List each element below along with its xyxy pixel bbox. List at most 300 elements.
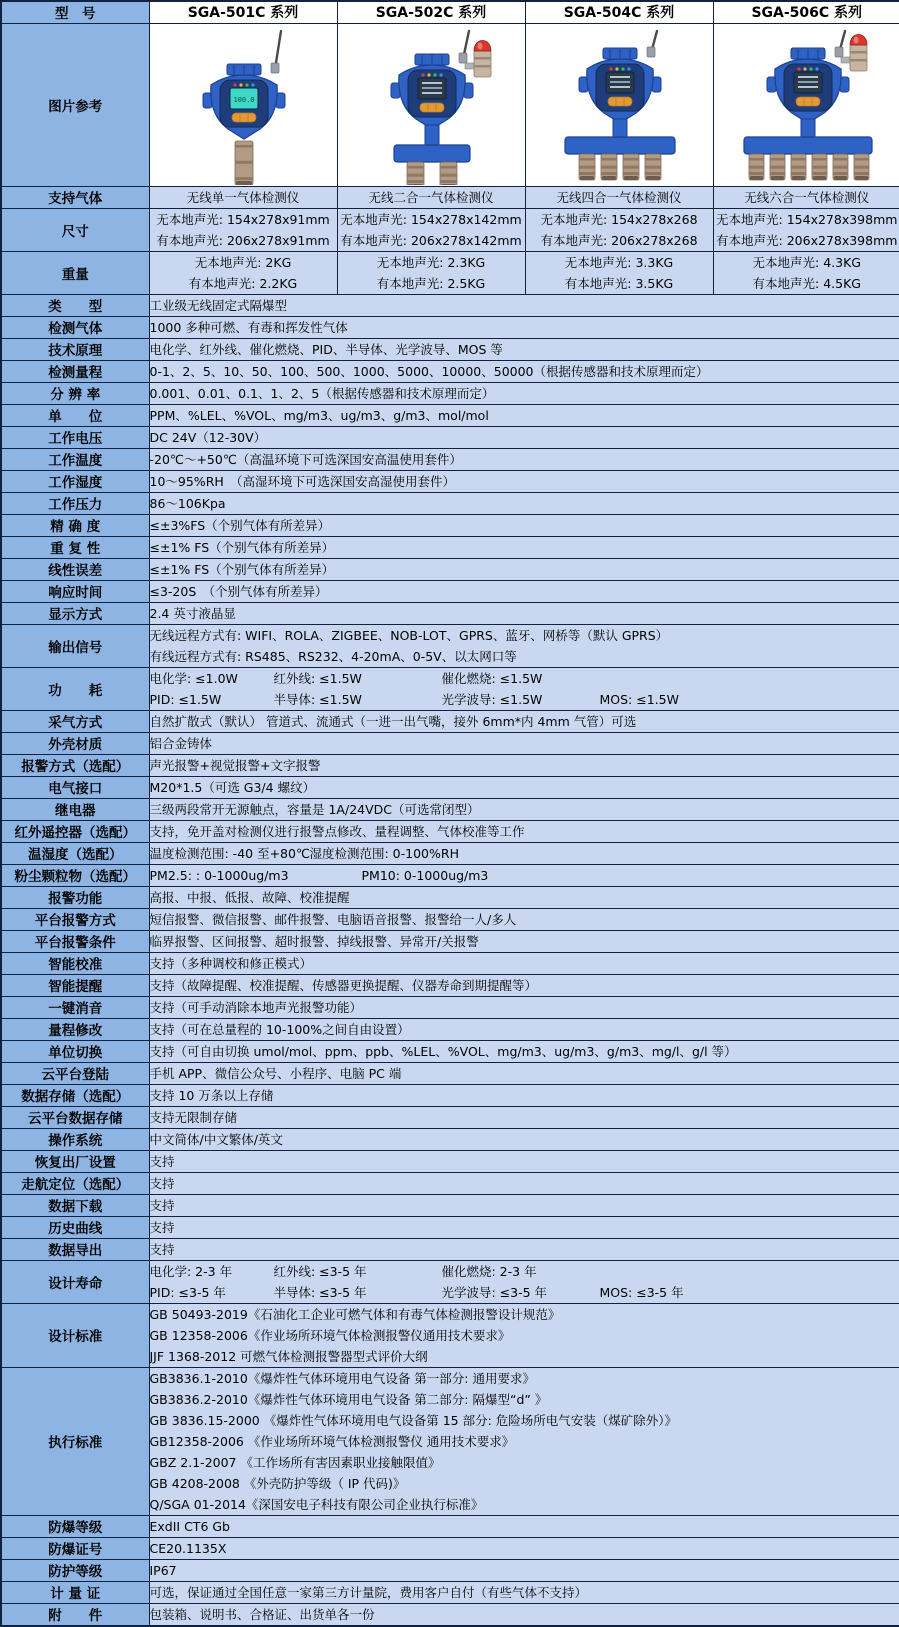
spec-value-accessories (149, 1603, 899, 1626)
spec-value-line: 支持（故障提醒、校准提醒、传感器更换提醒、仪器寿命到期提醒等） (150, 975, 899, 996)
spec-label-repeatability: 重 复 性 (1, 536, 149, 558)
device-image-sga-501c (150, 25, 336, 185)
spec-row-voltage (1, 426, 899, 448)
spec-value-type (149, 294, 899, 316)
spec-row-work-temp (1, 448, 899, 470)
spec-label-data-export: 数据导出 (1, 1238, 149, 1260)
image-reference-row (1, 23, 899, 186)
spec-value-line: 电化学、红外线、催化燃烧、PID、半导体、光学波导、MOS 等 (150, 339, 899, 360)
spec-value-seg: MOS: ≤3-5 年 (600, 1282, 684, 1303)
spec-value-text: 有本地声光: 206x278x398mm (714, 230, 899, 251)
spec-value-line: DC 24V（12-30V） (150, 427, 899, 448)
spec-row-linearity (1, 558, 899, 580)
model-name-2: SGA-504C 系列 (525, 1, 713, 23)
spec-value-seg: 光学波导: ≤3-5 年 (442, 1282, 600, 1303)
spec-label-work-humidity: 工作湿度 (1, 470, 149, 492)
spec-row-dust (1, 864, 899, 886)
sensor-head (749, 154, 764, 180)
spec-value-line: JJF 1368-2012 可燃气体检测报警器型式评价大纲 (150, 1346, 899, 1367)
spec-label-work-temp: 工作温度 (1, 448, 149, 470)
spec-value-line: 无线远程方式有: WIFI、ROLA、ZIGBEE、NOB-LOT、GPRS、蓝牙、网桥等（默认 GPRS） (150, 625, 899, 646)
spec-table-body (1, 1, 899, 1626)
spec-value-line: 支持 (150, 1173, 899, 1194)
sensor-head (623, 154, 639, 180)
spec-value-text: 有本地声光: 2.2KG (150, 273, 337, 294)
spec-label-alarm-mode: 报警方式（选配） (1, 754, 149, 776)
spec-value-line: 支持（可在总量程的 10-100%之间自由设置） (150, 1019, 899, 1040)
spec-row-repeatability (1, 536, 899, 558)
spec-value-line: 手机 APP、微信公众号、小程序、电脑 PC 端 (150, 1063, 899, 1084)
svg-text:100.0: 100.0 (233, 96, 254, 104)
spec-value-supported-gas-col3 (713, 186, 899, 208)
spec-value-ir-remote (149, 820, 899, 842)
spec-value-text: 有本地声光: 206x278x91mm (150, 230, 337, 251)
spec-value-line: GB 4208-2008 《外壳防护等级（ IP 代码)》 (150, 1473, 899, 1494)
spec-value-weight-col1 (337, 251, 525, 294)
spec-value-seg: PM10: 0-1000ug/m3 (362, 865, 489, 886)
spec-value-principle (149, 338, 899, 360)
spec-value-ip-grade (149, 1559, 899, 1581)
spec-value-work-temp (149, 448, 899, 470)
sensor-head (407, 162, 424, 185)
spec-label-nav-location: 走航定位（选配） (1, 1172, 149, 1194)
spec-value-housing (149, 732, 899, 754)
spec-row-smart-cal (1, 952, 899, 974)
spec-label-sampling: 采气方式 (1, 710, 149, 732)
spec-value-dimensions-col0 (149, 208, 337, 251)
spec-value-line: 0-1、2、5、10、50、100、500、1000、5000、10000、50000（根据传感器和技术原理而定） (150, 361, 899, 382)
spec-value-line: GB 50493-2019《石油化工企业可燃气体和有毒气体检测报警设计规范》 (150, 1304, 899, 1325)
spec-value-accuracy (149, 514, 899, 536)
model-name-0: SGA-501C 系列 (149, 1, 337, 23)
sensor-head (791, 154, 806, 180)
spec-value-line: ≤±1% FS（个别气体有所差异） (150, 537, 899, 558)
spec-label-supported-gas: 支持气体 (1, 186, 149, 208)
model-name-1: SGA-502C 系列 (337, 1, 525, 23)
alarm-beacon-icon (465, 40, 491, 77)
spec-value-data-storage (149, 1084, 899, 1106)
spec-value-line: 0.001、0.01、0.1、1、2、5（根据传感器和技术原理而定） (150, 383, 899, 404)
spec-label-detected-gases: 检测气体 (1, 316, 149, 338)
spec-value-metrology (149, 1581, 899, 1603)
spec-label-design-std: 设计标准 (1, 1303, 149, 1367)
sensor-head (854, 154, 869, 180)
spec-label-unit-switch: 单位切换 (1, 1040, 149, 1062)
spec-row-work-humidity (1, 470, 899, 492)
spec-row-smart-remind (1, 974, 899, 996)
spec-label-dust: 粉尘颗粒物（选配） (1, 864, 149, 886)
spec-row-resolution (1, 382, 899, 404)
spec-value-alarm-func (149, 886, 899, 908)
spec-row-unit (1, 404, 899, 426)
spec-value-text: 无线六合一气体检测仪 (714, 187, 899, 208)
spec-row-exec-std (1, 1367, 899, 1515)
spec-value-seg: 电化学: ≤1.0W (150, 668, 274, 689)
sensor-head (440, 162, 457, 185)
spec-value-seg: PID: ≤3-5 年 (150, 1282, 274, 1303)
spec-value-smart-cal (149, 952, 899, 974)
spec-value-smart-remind (149, 974, 899, 996)
spec-value-line: 支持 (150, 1239, 899, 1260)
spec-value-mute (149, 996, 899, 1018)
spec-value-line: 临界报警、区间报警、超时报警、掉线报警、异常开/关报警 (150, 931, 899, 952)
spec-row-relay (1, 798, 899, 820)
device-image-cell-sga-506c (713, 23, 899, 186)
spec-row-dimensions (1, 208, 899, 251)
spec-value-supported-gas-col2 (525, 186, 713, 208)
spec-row-lifetime (1, 1260, 899, 1303)
sensor-head (770, 154, 785, 180)
spec-label-lifetime: 设计寿命 (1, 1260, 149, 1303)
spec-row-electrical-port (1, 776, 899, 798)
spec-value-text: 有本地声光: 206x278x142mm (338, 230, 525, 251)
spec-value-line: 1000 多种可燃、有毒和挥发性气体 (150, 317, 899, 338)
spec-value-text: 有本地声光: 3.5KG (526, 273, 713, 294)
antenna-icon (647, 31, 657, 57)
spec-value-line: 86～106Kpa (150, 493, 899, 514)
spec-value-seg: MOS: ≤1.5W (600, 689, 679, 710)
spec-label-cloud-storage: 云平台数据存储 (1, 1106, 149, 1128)
spec-value-line: GB 3836.15-2000 《爆炸性气体环境用电气设备第 15 部分: 危险场所电气安装（煤矿除外）》 (150, 1410, 899, 1431)
spec-value-text: 有本地声光: 4.5KG (714, 273, 899, 294)
spec-row-ex-cert (1, 1537, 899, 1559)
spec-value-factory-reset (149, 1150, 899, 1172)
spec-value-ex-cert (149, 1537, 899, 1559)
antenna-icon (459, 31, 469, 63)
spec-value-seg: 电化学: 2-3 年 (150, 1261, 274, 1282)
spec-label-relay: 继电器 (1, 798, 149, 820)
spec-value-exec-std (149, 1367, 899, 1515)
spec-value-text: 有本地声光: 206x278x268 (526, 230, 713, 251)
spec-label-platform-alarm-cond: 平台报警条件 (1, 930, 149, 952)
spec-value-seg: 半导体: ≤3-5 年 (274, 1282, 442, 1303)
spec-value-text: 无线四合一气体检测仪 (526, 187, 713, 208)
spec-value-line: 支持 (150, 1151, 899, 1172)
spec-label-response-time: 响应时间 (1, 580, 149, 602)
spec-row-accessories (1, 1603, 899, 1626)
spec-value-seg: 半导体: ≤1.5W (274, 689, 442, 710)
spec-value-dust (149, 864, 899, 886)
spec-value-supported-gas-col0 (149, 186, 337, 208)
sensor-head (645, 154, 661, 180)
spec-value-line: GB3836.1-2010《爆炸性气体环境用电气设备 第一部分: 通用要求》 (150, 1368, 899, 1389)
spec-value-cloud-login (149, 1062, 899, 1084)
spec-label-data-storage: 数据存储（选配） (1, 1084, 149, 1106)
sensor-head (812, 154, 827, 180)
spec-value-seg: PM2.5: : 0-1000ug/m3 (150, 865, 362, 886)
spec-value-line: 2.4 英寸液晶显 (150, 603, 899, 624)
spec-label-mute: 一键消音 (1, 996, 149, 1018)
spec-label-ex-cert: 防爆证号 (1, 1537, 149, 1559)
spec-value-temp-humidity (149, 842, 899, 864)
spec-row-history-curve (1, 1216, 899, 1238)
spec-value-seg: 湿度检测范围: 0-100%RH (310, 843, 459, 864)
spec-label-accessories: 附 件 (1, 1603, 149, 1626)
spec-row-sampling (1, 710, 899, 732)
spec-value-ex-grade (149, 1515, 899, 1537)
spec-value-line: 高报、中报、低报、故障、校准提醒 (150, 887, 899, 908)
antenna-icon (271, 31, 281, 73)
device-image-sga-506c (714, 25, 899, 185)
spec-value-line: PPM、%LEL、%VOL、mg/m3、ug/m3、g/m3、mol/mol (150, 405, 899, 426)
spec-row-ex-grade (1, 1515, 899, 1537)
spec-row-power (1, 667, 899, 710)
spec-label-ir-remote: 红外遥控器（选配） (1, 820, 149, 842)
spec-value-seg: 红外线: ≤1.5W (274, 668, 442, 689)
spec-label-os: 操作系统 (1, 1128, 149, 1150)
spec-row-output-signal (1, 624, 899, 667)
spec-value-line: 声光报警+视觉报警+文字报警 (150, 755, 899, 776)
spec-value-line: 支持（可手动消除本地声光报警功能） (150, 997, 899, 1018)
spec-value-platform-alarm-cond (149, 930, 899, 952)
spec-value-line (150, 668, 899, 689)
spec-label-smart-remind: 智能提醒 (1, 974, 149, 996)
model-name-3: SGA-506C 系列 (713, 1, 899, 23)
spec-label-metrology: 计 量 证 (1, 1581, 149, 1603)
spec-value-seg: 红外线: ≤3-5 年 (274, 1261, 442, 1282)
spec-value-history-curve (149, 1216, 899, 1238)
spec-row-mute (1, 996, 899, 1018)
spec-label-smart-cal: 智能校准 (1, 952, 149, 974)
spec-value-line: 支持 10 万条以上存储 (150, 1085, 899, 1106)
spec-value-line: ≤±3%FS（个别气体有所差异） (150, 515, 899, 536)
spec-label-history-curve: 历史曲线 (1, 1216, 149, 1238)
spec-row-temp-humidity (1, 842, 899, 864)
spec-label-factory-reset: 恢复出厂设置 (1, 1150, 149, 1172)
spec-value-text: 无本地声光: 3.3KG (526, 252, 713, 273)
spec-value-line: ExdII CT6 Gb (150, 1516, 899, 1537)
spec-value-voltage (149, 426, 899, 448)
spec-value-line: 支持（可自由切换 umol/mol、ppm、ppb、%LEL、%VOL、mg/m3、ug/m3、g/m3、mg/l、g/l 等） (150, 1041, 899, 1062)
spec-row-data-download (1, 1194, 899, 1216)
spec-row-data-export (1, 1238, 899, 1260)
spec-row-ir-remote (1, 820, 899, 842)
antenna-icon (835, 31, 845, 57)
spec-label-cloud-login: 云平台登陆 (1, 1062, 149, 1084)
spec-value-range (149, 360, 899, 382)
sensor-head (235, 141, 253, 185)
device-image-cell-sga-502c (337, 23, 525, 186)
spec-row-metrology (1, 1581, 899, 1603)
spec-value-repeatability (149, 536, 899, 558)
spec-label-range: 检测量程 (1, 360, 149, 382)
spec-value-line: -20℃～+50℃（高温环境下可选深国安高温使用套件） (150, 449, 899, 470)
spec-value-line: 中文简体/中文繁体/英文 (150, 1129, 899, 1150)
spec-value-seg: 温度检测范围: -40 至+80℃ (150, 843, 310, 864)
spec-value-cloud-storage (149, 1106, 899, 1128)
spec-value-response-time (149, 580, 899, 602)
spec-value-data-export (149, 1238, 899, 1260)
spec-row-weight (1, 251, 899, 294)
spec-value-line: 支持，免开盖对检测仪进行报警点修改、量程调整、气体校准等工作 (150, 821, 899, 842)
spec-label-type: 类 型 (1, 294, 149, 316)
spec-value-line: 支持（多种调校和修正模式） (150, 953, 899, 974)
spec-row-type (1, 294, 899, 316)
spec-row-accuracy (1, 514, 899, 536)
spec-label-housing: 外壳材质 (1, 732, 149, 754)
spec-row-os (1, 1128, 899, 1150)
spec-value-line: GB3836.2-2010《爆炸性气体环境用电气设备 第二部分: 隔爆型“d” 》 (150, 1389, 899, 1410)
spec-value-text: 无本地声光: 154x278x268 (526, 209, 713, 230)
device-image-sga-502c (338, 25, 524, 185)
spec-row-platform-alarm-cond (1, 930, 899, 952)
spec-value-line: 支持 (150, 1195, 899, 1216)
spec-value-seg: 催化燃烧: ≤1.5W (442, 668, 600, 689)
spec-row-design-std (1, 1303, 899, 1367)
spec-value-relay (149, 798, 899, 820)
spec-row-supported-gas (1, 186, 899, 208)
spec-value-lifetime (149, 1260, 899, 1303)
manifold (744, 137, 872, 154)
spec-value-seg: 光学波导: ≤1.5W (442, 689, 600, 710)
spec-value-line: 包装箱、说明书、合格证、出货单各一份 (150, 1604, 899, 1625)
spec-value-electrical-port (149, 776, 899, 798)
manifold (394, 145, 470, 162)
spec-row-factory-reset (1, 1150, 899, 1172)
spec-row-range (1, 360, 899, 382)
spec-value-text: 无本地声光: 4.3KG (714, 252, 899, 273)
spec-row-pressure (1, 492, 899, 514)
spec-label-electrical-port: 电气接口 (1, 776, 149, 798)
spec-value-line: M20*1.5（可选 G3/4 螺纹） (150, 777, 899, 798)
alarm-beacon-icon (841, 34, 867, 71)
spec-value-weight-col0 (149, 251, 337, 294)
spec-label-images: 图片参考 (1, 23, 149, 186)
spec-label-exec-std: 执行标准 (1, 1367, 149, 1515)
spec-row-range-modify (1, 1018, 899, 1040)
spec-value-text: 无本地声光: 154x278x91mm (150, 209, 337, 230)
spec-value-sampling (149, 710, 899, 732)
spec-value-linearity (149, 558, 899, 580)
spec-row-platform-alarm-mode (1, 908, 899, 930)
spec-value-line: 自然扩散式（默认） 管道式、流通式（一进一出气嘴，接外 6mm*内 4mm 气管）可选 (150, 711, 899, 732)
spec-value-work-humidity (149, 470, 899, 492)
spec-value-weight-col2 (525, 251, 713, 294)
spec-label-resolution: 分 辨 率 (1, 382, 149, 404)
spec-label-unit: 单 位 (1, 404, 149, 426)
spec-row-display (1, 602, 899, 624)
spec-row-nav-location (1, 1172, 899, 1194)
spec-value-power (149, 667, 899, 710)
spec-value-dimensions-col3 (713, 208, 899, 251)
spec-label-ex-grade: 防爆等级 (1, 1515, 149, 1537)
spec-value-line (150, 689, 899, 710)
spec-value-nav-location (149, 1172, 899, 1194)
spec-value-unit (149, 404, 899, 426)
spec-label-power: 功 耗 (1, 667, 149, 710)
spec-value-line: GBZ 2.1-2007 《工作场所有害因素职业接触限值》 (150, 1452, 899, 1473)
spec-row-unit-switch (1, 1040, 899, 1062)
spec-value-line: 短信报警、微信报警、邮件报警、电脑语音报警、报警给一人/多人 (150, 909, 899, 930)
spec-value-line: 10～95%RH （高湿环境下可选深国安高湿使用套件） (150, 471, 899, 492)
spec-value-text: 无线二合一气体检测仪 (338, 187, 525, 208)
spec-value-range-modify (149, 1018, 899, 1040)
spec-label-weight: 重量 (1, 251, 149, 294)
spec-value-text: 无本地声光: 2KG (150, 252, 337, 273)
spec-value-dimensions-col2 (525, 208, 713, 251)
spec-row-data-storage (1, 1084, 899, 1106)
spec-value-pressure (149, 492, 899, 514)
spec-label-ip-grade: 防护等级 (1, 1559, 149, 1581)
spec-value-line (150, 1282, 899, 1303)
spec-label-accuracy: 精 确 度 (1, 514, 149, 536)
spec-value-data-download (149, 1194, 899, 1216)
spec-value-line: 三级两段常开无源触点，容量是 1A/24VDC（可选常闭型） (150, 799, 899, 820)
spec-value-supported-gas-col1 (337, 186, 525, 208)
spec-value-os (149, 1128, 899, 1150)
spec-label-data-download: 数据下载 (1, 1194, 149, 1216)
spec-row-principle (1, 338, 899, 360)
spec-value-line: 支持 (150, 1217, 899, 1238)
spec-value-text: 无本地声光: 154x278x398mm (714, 209, 899, 230)
spec-label-display: 显示方式 (1, 602, 149, 624)
sensor-head (601, 154, 617, 180)
spec-value-line: GB12358-2006 《作业场所环境气体检测报警仪 通用技术要求》 (150, 1431, 899, 1452)
spec-value-design-std (149, 1303, 899, 1367)
spec-label-pressure: 工作压力 (1, 492, 149, 514)
spec-value-text: 无本地声光: 2.3KG (338, 252, 525, 273)
spec-label-alarm-func: 报警功能 (1, 886, 149, 908)
spec-value-text: 无线单一气体检测仪 (150, 187, 337, 208)
spec-value-weight-col3 (713, 251, 899, 294)
spec-row-response-time (1, 580, 899, 602)
spec-value-line: GB 12358-2006《作业场所环境气体检测报警仪通用技术要求》 (150, 1325, 899, 1346)
spec-label-platform-alarm-mode: 平台报警方式 (1, 908, 149, 930)
spec-value-seg: PID: ≤1.5W (150, 689, 274, 710)
spec-value-line: 支持无限制存储 (150, 1107, 899, 1128)
spec-value-line: 工业级无线固定式隔爆型 (150, 295, 899, 316)
manifold (565, 137, 675, 154)
spec-value-seg: 催化燃烧: 2-3 年 (442, 1261, 600, 1282)
spec-value-text: 有本地声光: 2.5KG (338, 273, 525, 294)
spec-value-output-signal (149, 624, 899, 667)
spec-value-line: 铝合金铸体 (150, 733, 899, 754)
spec-label-principle: 技术原理 (1, 338, 149, 360)
spec-row-alarm-func (1, 886, 899, 908)
spec-label-dimensions: 尺寸 (1, 208, 149, 251)
spec-value-detected-gases (149, 316, 899, 338)
spec-value-alarm-mode (149, 754, 899, 776)
spec-value-line: ≤±1% FS（个别气体有所差异） (150, 559, 899, 580)
spec-value-line: ≤3-20S （个别气体有所差异） (150, 581, 899, 602)
sensor-head (579, 154, 595, 180)
spec-row-housing (1, 732, 899, 754)
spec-label-linearity: 线性误差 (1, 558, 149, 580)
spec-row-alarm-mode (1, 754, 899, 776)
spec-label-range-modify: 量程修改 (1, 1018, 149, 1040)
spec-row-cloud-login (1, 1062, 899, 1084)
spec-row-cloud-storage (1, 1106, 899, 1128)
spec-value-line: CE20.1135X (150, 1538, 899, 1559)
spec-value-text: 无本地声光: 154x278x142mm (338, 209, 525, 230)
device-image-cell-sga-504c (525, 23, 713, 186)
spec-label-voltage: 工作电压 (1, 426, 149, 448)
spec-row-detected-gases (1, 316, 899, 338)
spec-value-display (149, 602, 899, 624)
spec-label-model: 型 号 (1, 1, 149, 23)
spec-label-output-signal: 输出信号 (1, 624, 149, 667)
spec-value-resolution (149, 382, 899, 404)
spec-value-line (150, 1261, 899, 1282)
spec-value-line: Q/SGA 01-2014《深国安电子科技有限公司企业执行标准》 (150, 1494, 899, 1515)
spec-value-platform-alarm-mode (149, 908, 899, 930)
spec-value-line: IP67 (150, 1560, 899, 1581)
model-header-row (1, 1, 899, 23)
spec-label-temp-humidity: 温湿度（选配） (1, 842, 149, 864)
spec-value-line (150, 865, 899, 886)
spec-value-dimensions-col1 (337, 208, 525, 251)
sensor-head (833, 154, 848, 180)
